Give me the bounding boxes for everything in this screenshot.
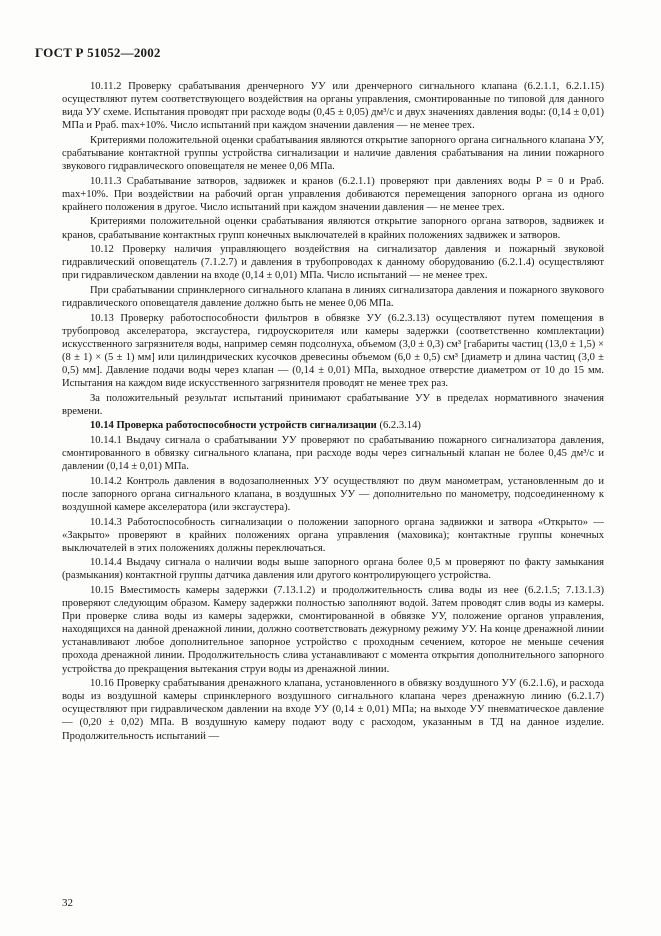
paragraph: За положительный результат испытаний принимают срабатывание УУ в пределах нормативного значения времени. xyxy=(62,392,604,417)
paragraph: 10.14.2 Контроль давления в водозаполненных УУ осуществляют по двум манометрам, установленным до и после запорного органа сигнального клапана, в воздушных УУ — дополнительно по манометру, подсоединенному к воздушной камере акселератора (или эксгаустера). xyxy=(62,475,604,513)
paragraph: 10.14.4 Выдачу сигнала о наличии воды выше запорного органа более 0,5 м проверяют по факту замыкания (размыкания) контактной группы датчика давления или другого контролирующего устройства. xyxy=(62,557,604,582)
paragraph: Критериями положительной оценки срабатывания являются открытие запорного органа затворов, задвижек и кранов, срабатывание контактных групп конечных выключателей в крайних положениях задвижек и затворов. xyxy=(62,216,604,241)
paragraph: 10.14.3 Работоспособность сигнализации о положении запорного органа задвижки и затвора «Открыто» — «Закрыто» проверяют в крайних положениях органа управления (маховика); контактные группы конечных выключателей в этих положениях должны переключаться. xyxy=(62,516,604,554)
section-heading xyxy=(62,419,604,432)
paragraph: Критериями положительной оценки срабатывания являются открытие запорного органа сигнального клапана УУ, срабатывание контактной группы устройства сигнализации и наличие давления срабатывания на линии пожарного звукового гидравлического оповещателя не менее 0,06 МПа. xyxy=(62,134,604,173)
paragraph: При срабатывании спринклерного сигнального клапана в линиях сигнализатора давления и пожарного звукового гидравлического оповещателя давление должно быть не менее 0,06 МПа. xyxy=(62,284,604,309)
paragraph: 10.15 Вместимость камеры задержки (7.13.1.2) и продолжительность слива воды из нее (6.2.1.5; 7.13.1.3) проверяют следующим образом. Камеру задержки полностью заполняют водой. Затем проводят слив воды из камеры. При проверке слива воды из камеры задержки, смонтированной в обвязке УУ, положение органов управления, находящихся на данной дренажной линии, должно соответствовать дежурному режиму УУ. На конце дренажной линии устанавливают любое дополнительное запорное устройство с проходным сечением, которое не меньше сечения прохода дренажной линии. Продолжительность слива устанавливают с момента открытия дополнительного запорного устройства до прекращения вытекания струи воды из дренажной линии. xyxy=(62,584,604,675)
paragraph: 10.11.2 Проверку срабатывания дренчерного УУ или дренчерного сигнального клапана (6.2.1.1, 6.2.1.15) осуществляют путем соответствующего воздействия на органы управления, смонтированные по типовой для данного вида УУ схеме. Испытания проводят при расходе воды (0,45 ± 0,05) дм³/с и двух значениях давления воды: (0,14 ± 0,01) МПа и Pраб. max+10%. Число испытаний при каждом значении давления — не менее трех. xyxy=(62,81,604,132)
page-number: 32 xyxy=(62,897,73,909)
paragraph: 10.14.1 Выдачу сигнала о срабатывании УУ проверяют по срабатыванию пожарного сигнализатора давления, смонтированного в обвязку сигнального клапана, при расходе воды через сигнальный клапан не более 0,45 дм³/с и давлении (0,14 ± 0,01) МПа. xyxy=(62,434,604,473)
section-heading-title: 10.14 Проверка работоспособности устройств сигнализации xyxy=(90,420,377,432)
section-heading-ref: (6.2.3.14) xyxy=(379,420,421,432)
paragraph: 10.11.3 Срабатывание затворов, задвижек и кранов (6.2.1.1) проверяют при давлениях воды P = 0 и Pраб. max+10%. При воздействии на рабочий орган управления добиваются перемещения запорного органа из одного крайнего положения в другое. Число испытаний при каждом значении давления — не менее трех. xyxy=(62,175,604,213)
paragraph: 10.12 Проверку наличия управляющего воздействия на сигнализатор давления и пожарный звуковой гидравлический оповещатель (7.1.2.7) и давления в трубопроводах к данному оборудованию (6.2.1.4) осуществляют при гидравлическом давлении на входе (0,14 ± 0,01) МПа. Число испытаний — не менее трех. xyxy=(62,244,604,282)
paragraph: 10.16 Проверку срабатывания дренажного клапана, установленного в обвязку воздушного УУ (6.2.1.6), и расхода воды из воздушной камеры спринклерного воздушного сигнального клапана через дренажную линию (6.2.1.7) осуществляют при гидравлическом давлении на входе УУ (0,14 ± 0,01) МПа; на выходе УУ пневматическое давление — (0,20 ± 0,02) МПа. В воздушную камеру подают воду с расходом, указанным в ТД на данное изделие. Продолжительность испытаний — xyxy=(62,678,604,742)
page-body xyxy=(62,80,604,744)
paragraph: 10.13 Проверку работоспособности фильтров в обвязке УУ (6.2.3.13) осуществляют путем помещения в трубопровод акселератора, эксгаустера, гидроускорителя или камеры задержки (соответственно комплектации) искусственного загрязнителя воды, например семян подсолнуха, объемом (3,0 ± 0,3) см³ [габариты частиц (13,0 ± 1,5) × (8 ± 1) × (5 ± 1) мм] или цилиндрических кусочков древесины объемом (6,0 ± 0,5) см³ [диаметр и длина частиц (3,0 ± 0,5) мм]. Давление подачи воды через клапан — (0,14 ± 0,01) МПа, выходное отверстие диаметром от 10 до 15 мм. Испытания на каждом виде искусственного загрязнителя проводят не менее трех раз. xyxy=(62,312,604,390)
document-header: ГОСТ Р 51052—2002 xyxy=(35,45,161,60)
